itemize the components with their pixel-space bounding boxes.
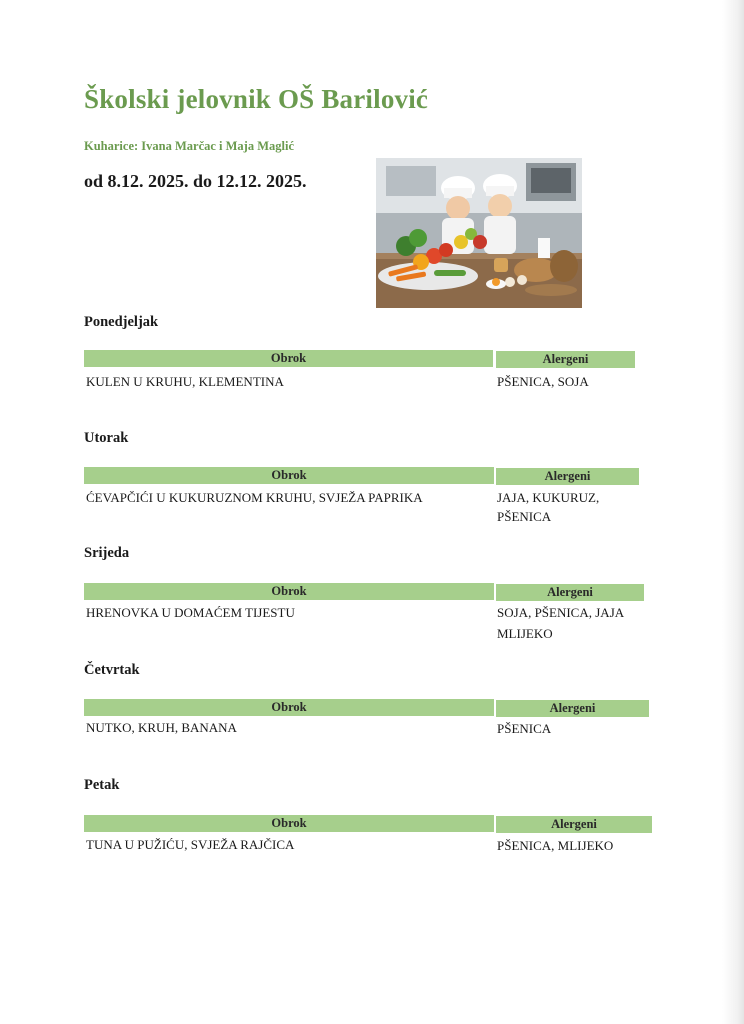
allergens-cell-line-2: MLIJEKO — [497, 626, 553, 641]
page-title: Školski jelovnik OŠ Barilović — [84, 84, 429, 114]
allergens-column-header: Alergeni — [496, 700, 649, 717]
kids-chefs-food-illustration — [376, 158, 582, 308]
allergens-cell: PŠENICA — [497, 721, 552, 736]
allergens-cell-line-2: PŠENICA — [497, 509, 552, 524]
day-label-thursday: Četvrtak — [84, 662, 140, 678]
allergens-column-header: Alergeni — [496, 816, 652, 833]
day-label-wednesday: Srijeda — [84, 545, 130, 561]
allergens-column-header: Alergeni — [496, 468, 639, 485]
meal-column-header: Obrok — [84, 815, 494, 832]
meal-cell: KULEN U KRUHU, KLEMENTINA — [86, 374, 284, 389]
day-label-friday: Petak — [84, 777, 120, 793]
allergens-column-header: Alergeni — [496, 584, 644, 601]
meal-cell: NUTKO, KRUH, BANANA — [86, 720, 237, 735]
scanned-page-edge — [722, 0, 744, 1024]
menu-period: od 8.12. 2025. do 12.12. 2025. — [84, 171, 307, 191]
kids-chefs-food-photo — [376, 158, 582, 308]
allergens-cell: JAJA, KUKURUZ, — [497, 490, 600, 505]
allergens-cell: SOJA, PŠENICA, JAJA — [497, 605, 625, 620]
meal-cell: ĆEVAPČIĆI U KUKURUZNOM KRUHU, SVJEŽA PAPRIKA — [86, 490, 423, 505]
allergens-cell: PŠENICA, SOJA — [497, 374, 589, 389]
meal-column-header: Obrok — [84, 350, 493, 367]
allergens-column-header: Alergeni — [496, 351, 635, 368]
meal-column-header: Obrok — [84, 583, 494, 600]
meal-cell: TUNA U PUŽIĆU, SVJEŽA RAJČICA — [86, 837, 295, 852]
day-label-tuesday: Utorak — [84, 430, 129, 446]
cooks-subtitle: Kuharice: Ivana Marčac i Maja Maglić — [84, 139, 295, 153]
day-label-monday: Ponedjeljak — [84, 314, 159, 330]
meal-cell: HRENOVKA U DOMAĆEM TIJESTU — [86, 605, 295, 620]
allergens-cell: PŠENICA, MLIJEKO — [497, 838, 614, 853]
meal-column-header: Obrok — [84, 467, 494, 484]
meal-column-header: Obrok — [84, 699, 494, 716]
